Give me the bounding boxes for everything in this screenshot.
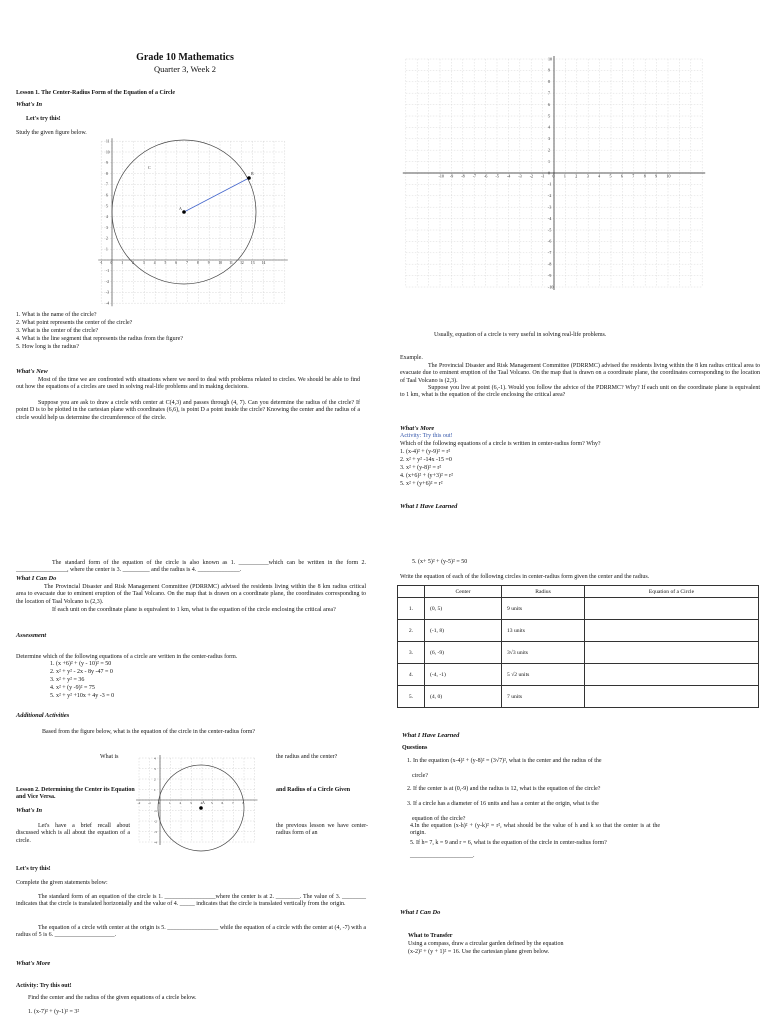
complete-statement-2: The equation of a circle with center at the origin is 5. _________________ while the equation of a circle with the center at (4, -7) with a radius of 5 is 6. ____________________.	[16, 925, 366, 939]
lets-try-heading: Let's try this!	[26, 116, 61, 122]
x-tick-label: 8	[643, 173, 646, 179]
row-radius: 5 √2 units	[502, 664, 585, 686]
y-tick-label: -10	[548, 284, 554, 290]
table-header-center: Center	[425, 586, 502, 598]
label-a-2: A	[202, 800, 205, 805]
learned-question-3b: equation of the circle?	[412, 816, 466, 822]
whats-new-paragraph-1: Most of the time we are confronted with situations where we need to deal with problems related to circles. We should be able to find out how the equations of a circles are used in solving real-life problems and in making decisions.	[16, 377, 360, 391]
x-tick-label: 3	[586, 173, 589, 179]
page-title: Grade 10 Mathematics	[136, 52, 234, 63]
row-equation-answer[interactable]	[585, 642, 759, 664]
x-tick-label: 5	[609, 173, 612, 179]
row-equation-answer[interactable]	[585, 598, 759, 620]
row-center: (-4, -1)	[425, 664, 502, 686]
x-tick-label: 10	[218, 261, 223, 266]
compass-instruction: Using a compass, draw a circular garden defined by the equation	[408, 941, 564, 947]
x-tick-label: 1	[121, 261, 124, 266]
x-tick-label: 13	[250, 261, 255, 266]
what-i-have-learned-2-heading: What I Have Learned	[402, 732, 460, 739]
what-to-transfer-heading: What to Transfer	[408, 933, 453, 939]
row-number: 2.	[398, 620, 425, 642]
y-tick-label: 2	[548, 147, 550, 153]
y-tick-label: 6	[106, 193, 108, 198]
can-do-paragraph: The Provincial Disaster and Risk Management Committee (PDRRMC) advised the residents living within the 8 km radius critical area to evacuate due to eminent eruption of the Taal Volcano. On the map that is drawn on a coordinate plane, the coordinates corresponding to the location of Taal Volcano is (2,3).	[16, 584, 366, 605]
x-tick-label: 0	[158, 800, 161, 805]
what-i-have-learned-heading: What I Have Learned	[400, 503, 458, 510]
table-header-row	[398, 586, 759, 598]
x-tick-label: 2	[575, 173, 578, 179]
y-tick-label: 7	[548, 90, 550, 96]
x-tick-label: 11	[229, 261, 233, 266]
figure-1-axes	[98, 138, 288, 306]
row-radius: 13 units	[502, 620, 585, 642]
y-tick-label: -1	[548, 181, 552, 187]
question-5: 5. How long is the radius?	[16, 344, 79, 350]
y-tick-label: 2	[154, 777, 156, 782]
y-tick-label: -6	[548, 238, 552, 244]
row-radius: 3√3 units	[502, 642, 585, 664]
learned-question-1b: circle?	[412, 773, 428, 779]
y-tick-label: 10	[548, 56, 552, 62]
example-paragraph-2: Suppose you live at point (6,-1). Would you follow the advice of the PDRRMC? Why? If each unit on the coordinate plane is equivalent to 1 km, what is the equation of the circle enclosing the critical area?	[400, 385, 760, 399]
x-tick-label: 3	[142, 261, 145, 266]
compass-equation: (x-2)² + (y + 1)² = 16. Use the cartesian plane given below.	[408, 949, 550, 955]
question-2: 2. What point represents the center of the circle?	[16, 320, 133, 326]
what-is-text: What is	[100, 754, 119, 760]
whats-in-heading: What's In	[16, 101, 43, 108]
row-number: 5.	[398, 686, 425, 708]
x-tick-label: -6	[484, 173, 488, 179]
radius-center-text: the radius and the center?	[276, 754, 338, 760]
x-tick-label: 5	[211, 800, 213, 805]
x-tick-label: -9	[449, 173, 454, 179]
determine-instruction: Determine which of the following equations of a circle are written in the center-radius form.	[16, 654, 238, 660]
x-tick-label: 3	[190, 800, 192, 805]
find-equation-1: 1. (x-7)² + (y-1)² = 3²	[28, 1009, 80, 1015]
x-tick-label: 7	[632, 173, 635, 179]
learned-question-5: 5. If h= 7, k = 9 and r = 6, what is the equation of the circle in center-radius form?	[410, 840, 607, 846]
table-row	[398, 642, 759, 664]
question-4: 4. What is the line segment that represents the radius from the figure?	[16, 336, 184, 342]
write-instruction: Write the equation of each of the following circles in center-radius form given the center and the radius.	[400, 574, 650, 580]
x-tick-label: 9	[655, 173, 658, 179]
what-i-can-do-heading: What I Can Do	[16, 575, 57, 582]
x-tick-label: -3	[518, 173, 522, 179]
y-tick-label: -1	[154, 808, 157, 813]
y-tick-label: 4	[106, 215, 108, 220]
study-text: Study the given figure below.	[16, 130, 87, 136]
y-tick-label: 10	[106, 150, 110, 155]
label-b: B	[251, 171, 254, 176]
y-tick-label: -9	[548, 272, 552, 278]
label-a: A	[179, 206, 182, 211]
lesson1-heading: Lesson 1. The Center-Radius Form of the Equation of a Circle	[16, 90, 176, 96]
y-tick-label: 7	[106, 182, 108, 187]
table-row	[398, 664, 759, 686]
x-tick-label: -10	[438, 173, 444, 179]
x-tick-label: -1	[541, 173, 545, 179]
x-tick-label: 7	[232, 800, 234, 805]
assessment-equation-4: 4. x² + (y -9)² = 75	[50, 685, 95, 691]
table-row	[398, 620, 759, 642]
row-number: 4.	[398, 664, 425, 686]
y-tick-label: 6	[548, 101, 550, 107]
x-tick-label: 1	[563, 173, 566, 179]
check-equation-4: 4. (x+6)² + (y+3)² = r²	[400, 473, 453, 479]
check-equation-1: 1. (x-4)² + (y-9)² = r²	[400, 449, 451, 455]
find-instruction: Find the center and the radius of the given equations of a circle below.	[28, 995, 197, 1001]
x-tick-label: 9	[207, 261, 210, 266]
x-tick-label: 0	[552, 173, 555, 179]
y-tick-label: -1	[106, 269, 109, 274]
x-tick-label: 6	[620, 173, 623, 179]
x-tick-label: 12	[240, 261, 244, 266]
assessment-heading: Assessment	[16, 632, 47, 639]
row-center: (0, 5)	[425, 598, 502, 620]
row-radius: 9 units	[502, 598, 585, 620]
x-tick-label: 10	[666, 173, 671, 179]
example-label: Example.	[400, 355, 423, 361]
table-header-radius: Radius	[502, 586, 585, 598]
complete-statement-1: The standard form of an equation of the circle is 1. _________________where the center is at 2. ________. The value of 3. ________ indicates that the circle is translated horizontally and the value of 4. _____ indicates that the circle is translated vertically from the origin.	[16, 894, 366, 908]
questions-label: Questions	[402, 745, 428, 751]
learned-question-4: 4.In the equation (x-h)² + (y-k)² = r², what should be the value of h and k so that the center is at the origin.	[410, 823, 660, 837]
learned-question-1: 1. In the equation (x-4)² + (y-8)² = (3√7)², what is the center and the radius of the	[407, 758, 602, 764]
y-tick-label: -2	[154, 819, 157, 824]
y-tick-label: -2	[548, 193, 552, 199]
y-tick-label: 5	[548, 113, 550, 119]
y-tick-label: 4	[548, 124, 550, 130]
whats-in-2-heading: What's In	[16, 807, 43, 814]
row-number: 1.	[398, 598, 425, 620]
table-row	[398, 686, 759, 708]
x-tick-label: 2	[179, 800, 182, 805]
x-tick-label: 4	[200, 800, 203, 805]
y-tick-label: 4	[154, 756, 156, 761]
learned-answer-blank[interactable]: _____________________.	[410, 853, 475, 859]
y-tick-label: 1	[154, 787, 156, 792]
x-tick-label: -8	[461, 173, 465, 179]
y-tick-label: -4	[154, 840, 157, 845]
check-equation-3: 3. x² + (y-8)² = r²	[400, 465, 442, 471]
figure-1-tick-labels	[100, 140, 266, 306]
row-radius: 7 units	[502, 686, 585, 708]
y-tick-label: -3	[154, 829, 157, 834]
whats-new-heading: What's New	[16, 368, 48, 375]
y-tick-label: -4	[548, 215, 552, 221]
table-header-equation: Equation of a Circle	[585, 586, 759, 598]
x-tick-label: 8	[196, 261, 199, 266]
x-tick-label: -1	[99, 261, 103, 266]
y-tick-label: -5	[548, 227, 552, 233]
recall-text-right: the previous lesson we have center-radius form of an	[276, 823, 368, 837]
row-equation-answer[interactable]	[585, 620, 759, 642]
y-tick-label: 2	[106, 236, 108, 241]
based-instruction: Based from the figure below, what is the equation of the circle in the center-radius form?	[42, 729, 256, 735]
x-tick-label: 5	[164, 261, 167, 266]
label-c: C	[148, 165, 151, 170]
y-tick-label: 5	[106, 204, 108, 209]
y-tick-label: 0	[548, 170, 550, 176]
example-paragraph-1: The Provincial Disaster and Risk Management Committee (PDRRMC) advised the residents living within the 8 km radius critical area to evacuate due to eminent eruption of the Taal Volcano. On the map that is drawn on a coordinate plane, the coordinates corresponding to the location of Taal Volcano is (2,3).	[400, 363, 760, 384]
x-tick-label: 4	[598, 173, 601, 179]
center-point-a-2	[199, 806, 203, 810]
y-tick-label: -2	[106, 279, 109, 284]
y-tick-label: -3	[106, 290, 109, 295]
row-equation-answer[interactable]	[585, 686, 759, 708]
x-tick-label: 4	[153, 261, 156, 266]
learned-question-3: 3. If a circle has a diameter of 16 units and has a center at the origin, what is the	[407, 801, 599, 807]
y-tick-label: -8	[548, 261, 552, 267]
x-tick-label: -1	[148, 800, 151, 805]
y-tick-label: -7	[548, 250, 552, 256]
y-tick-label: -3	[548, 204, 552, 210]
assessment-equation-1: 1. (x +6)² + (y - 10)² = 50	[50, 661, 112, 667]
y-tick-label: 1	[548, 158, 550, 164]
x-tick-label: 7	[186, 261, 188, 266]
table-header-number	[398, 586, 425, 598]
assessment-equation-3: 3. x² + y² = 36	[50, 677, 85, 683]
x-tick-label: -7	[472, 173, 477, 179]
row-center: (4, 0)	[425, 686, 502, 708]
check-equation-2: 2. x² + y² -14x -15 =0	[400, 457, 452, 463]
whats-new-paragraph-2: Suppose you are ask to draw a circle with center at C(4,3) and passes through (4, 7). Can you determine the radius of the circle? If point D is to be plotted in the cartesian plane with coordinates (6,6), is point D a point inside the circle? Knowing the center and the radius of a circle would help us determine the circumference of the circle.	[16, 400, 360, 421]
row-center: (6, -9)	[425, 642, 502, 664]
row-equation-answer[interactable]	[585, 664, 759, 686]
check-equation-5: 5. x² + (y+6)² = r²	[400, 481, 443, 487]
question-3: 3. What is the center of the circle?	[16, 328, 99, 334]
row-center: (-1, 8)	[425, 620, 502, 642]
page-subtitle: Quarter 3, Week 2	[154, 64, 216, 74]
y-tick-label: 3	[548, 136, 550, 142]
usually-text: Usually, equation of a circle is very useful in solving real-life problems.	[434, 332, 607, 338]
lets-try-2-heading: Let's try this!	[16, 866, 51, 872]
whats-more-2-heading: What's More	[16, 960, 51, 967]
lesson2-heading-a: Lesson 2. Determining the Center its Equation and Vice Versa.	[16, 787, 135, 801]
x-tick-label: 1	[169, 800, 171, 805]
x-tick-label: 8	[242, 800, 245, 805]
additional-activities-heading: Additional Activities	[16, 712, 70, 719]
x-tick-label: 2	[132, 261, 134, 266]
recall-text-left: Let's have a brief recall about discussed which is all about the equation of a circle.	[16, 823, 130, 844]
activity-label: Activity: Try this out!	[400, 433, 453, 439]
row-number: 3.	[398, 642, 425, 664]
can-do-paragraph-2: If each unit on the coordinate plane is equivalent to 1 km, what is the equation of the circle enclosing the critical area?	[52, 607, 336, 613]
learned-question-2: 2. If the center is at (0,-9) and the radius is 12, what is the equation of the circle?	[407, 786, 601, 792]
find-equation-5: 5. (x+ 5)² + (y-5)² = 50	[412, 559, 468, 565]
x-tick-label: -5	[495, 173, 499, 179]
point-b	[247, 176, 251, 180]
x-tick-label: -2	[137, 800, 141, 805]
y-tick-label: 8	[106, 171, 108, 176]
x-tick-label: -4	[506, 173, 511, 179]
which-question: Which of the following equations of a circle is written in center-radius form? Why?	[400, 441, 601, 447]
y-tick-label: 11	[106, 139, 110, 144]
y-tick-label: 3	[154, 766, 156, 771]
y-tick-label: 9	[106, 161, 108, 166]
x-tick-label: 14	[261, 261, 266, 266]
x-tick-label: -2	[529, 173, 534, 179]
cartesian-plane-grid	[398, 50, 710, 296]
y-tick-label: 8	[548, 79, 550, 85]
x-tick-label: 6	[175, 261, 178, 266]
center-point-a	[182, 210, 186, 214]
center-radius-table	[397, 585, 759, 708]
complete-instruction: Complete the given statements below:	[16, 880, 108, 886]
x-tick-label: 0	[110, 261, 113, 266]
standard-form-statement: The standard form of the equation of the circle is also known as 1. __________which can be written in the form 2. _________________, where the center is 3. _________ and the radius is 4. ______________.	[16, 560, 366, 574]
assessment-equation-2: 2. x² + y² - 2x - 8y -47 = 0	[50, 669, 113, 675]
lesson2-heading-b: and Radius of a Circle Given	[276, 787, 351, 793]
whats-more-heading: What's More	[400, 425, 435, 432]
x-tick-label: 6	[221, 800, 224, 805]
circle-figure-1	[96, 135, 296, 305]
question-1: 1. What is the name of the circle?	[16, 312, 97, 318]
y-tick-label: 9	[548, 67, 550, 73]
circle-figure-2	[138, 742, 268, 852]
assessment-equation-5: 5. x² + y² +10x + 4y -3 = 0	[50, 693, 115, 699]
y-tick-label: 1	[106, 247, 108, 252]
table-row	[398, 598, 759, 620]
activity-2-label: Activity: Try this out!	[16, 983, 72, 989]
y-tick-label: -4	[106, 301, 109, 306]
what-i-can-do-2-heading: What I Can Do	[400, 909, 441, 916]
y-tick-label: 3	[106, 225, 108, 230]
